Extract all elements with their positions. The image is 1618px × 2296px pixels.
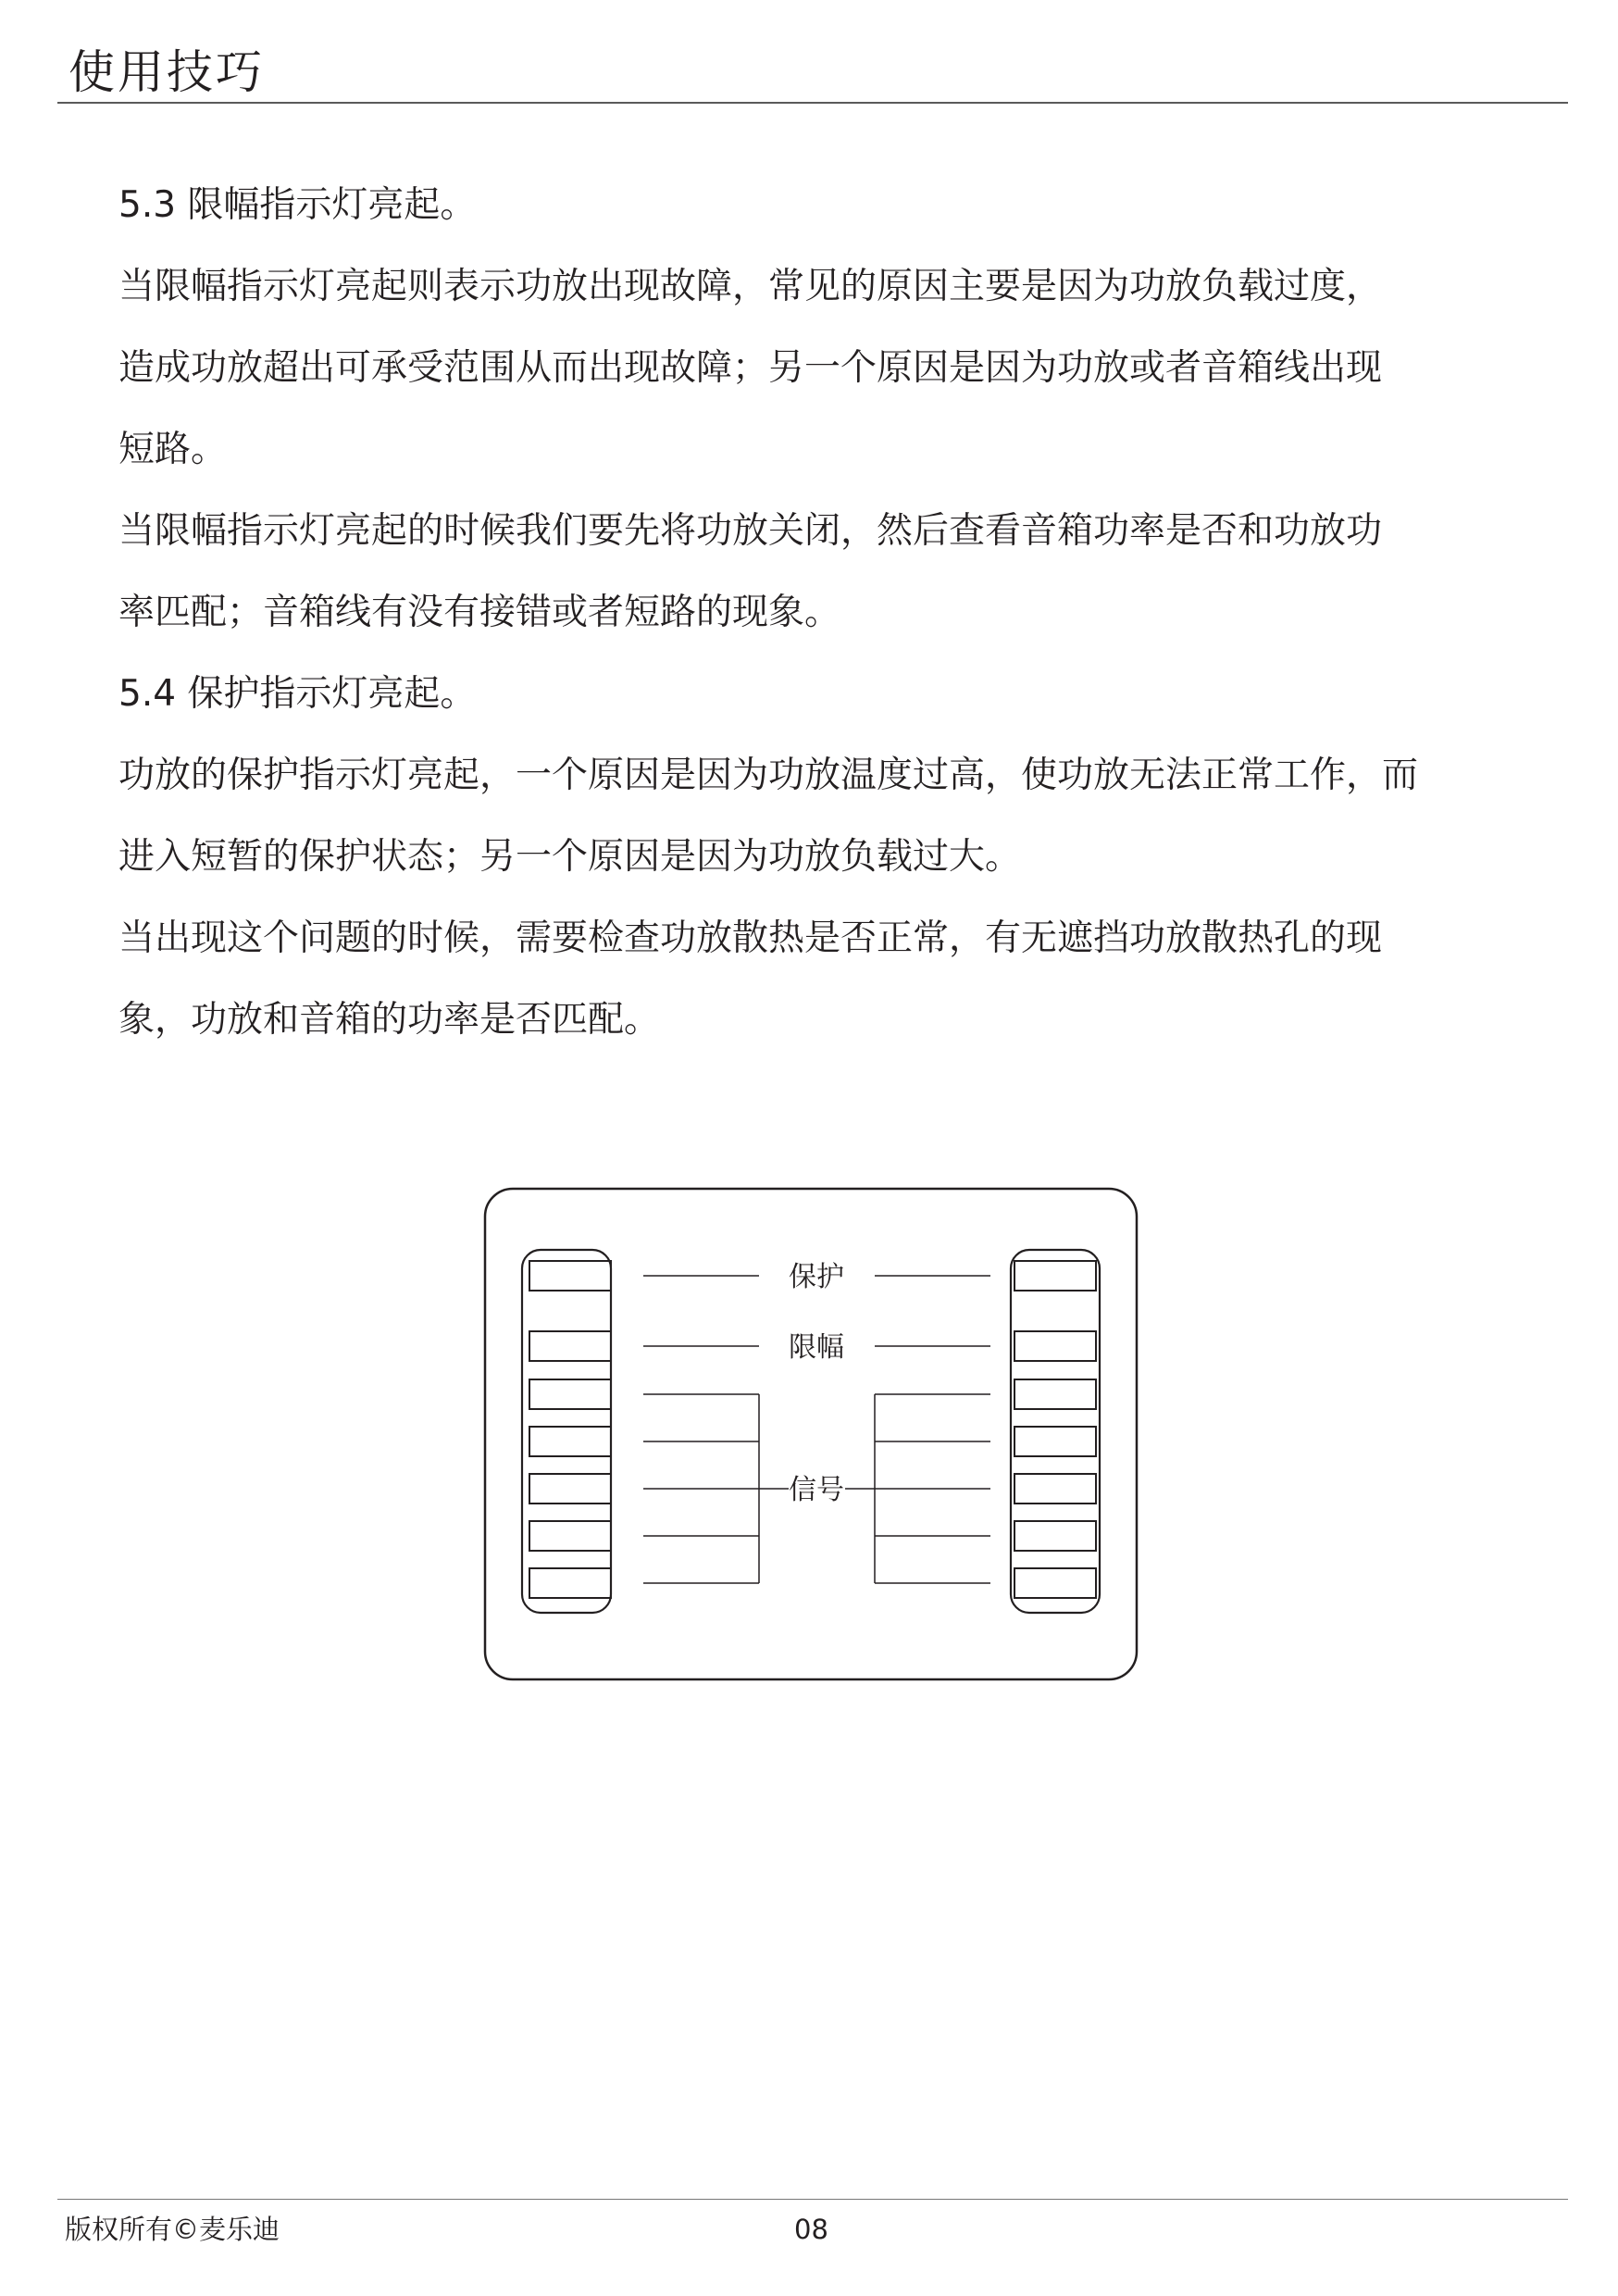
footer-divider [57, 2199, 1568, 2200]
right-led-limit [1014, 1331, 1096, 1361]
left-led-group [529, 1261, 611, 1598]
right-led-signal-5 [1014, 1568, 1096, 1598]
left-led-signal-3 [529, 1474, 611, 1504]
indicator-panel-diagram [481, 1185, 1140, 1685]
left-led-signal-4 [529, 1521, 611, 1551]
left-led-signal-2 [529, 1427, 611, 1456]
right-led-signal-1 [1014, 1379, 1096, 1409]
right-led-signal-2 [1014, 1427, 1096, 1456]
paragraph-line: 当出现这个问题的时候，需要检查功放散热是否正常，有无遮挡功放散热孔的现 [118, 917, 1383, 959]
paragraph-line: 率匹配；音箱线有没有接错或者短路的现象。 [118, 592, 841, 633]
right-led-signal-4 [1014, 1521, 1096, 1551]
left-led-signal-5 [529, 1568, 611, 1598]
paragraph-line: 象，功放和音箱的功率是否匹配。 [118, 999, 661, 1041]
label-signal: 信号 [789, 1474, 844, 1506]
paragraph-line: 进入短暂的保护状态；另一个原因是因为功放负载过大。 [118, 836, 1022, 878]
right-led-protect [1014, 1261, 1096, 1291]
label-limit: 限幅 [789, 1331, 844, 1364]
section-heading-5-4: 5.4 保护指示灯亮起。 [118, 673, 477, 715]
footer-copyright: 版权所有©麦乐迪 [65, 2214, 280, 2245]
right-led-group [1014, 1261, 1096, 1598]
paragraph-line: 功放的保护指示灯亮起，一个原因是因为功放温度过高，使功放无法正常工作，而 [118, 755, 1419, 796]
right-led-signal-3 [1014, 1474, 1096, 1504]
left-led-protect [529, 1261, 611, 1291]
left-led-signal-1 [529, 1379, 611, 1409]
paragraph-line: 短路。 [118, 429, 228, 470]
left-led-limit [529, 1331, 611, 1361]
page-number: 08 [794, 2214, 828, 2245]
leader-lines [643, 1276, 990, 1583]
right-led-column [1011, 1250, 1100, 1613]
header-divider [57, 102, 1568, 104]
paragraph-line: 当限幅指示灯亮起的时候我们要先将功放关闭，然后查看音箱功率是否和功放功 [118, 510, 1383, 552]
page-header-title: 使用技巧 [68, 45, 265, 99]
left-led-column [522, 1250, 611, 1613]
paragraph-line: 造成功放超出可承受范围从而出现故障；另一个原因是因为功放或者音箱线出现 [118, 347, 1383, 389]
body-content [118, 165, 1562, 1061]
section-heading-5-3: 5.3 限幅指示灯亮起。 [118, 184, 477, 226]
paragraph-line: 当限幅指示灯亮起则表示功放出现故障，常见的原因主要是因为功放负载过度， [118, 266, 1383, 307]
label-protect: 保护 [789, 1261, 844, 1293]
